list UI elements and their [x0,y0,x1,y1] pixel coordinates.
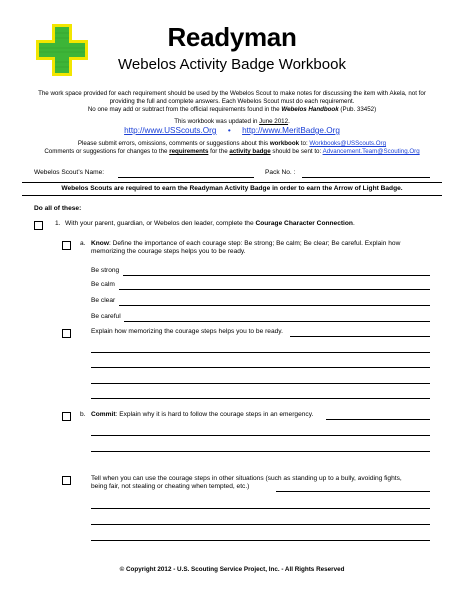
do-all-heading: Do all of these: [34,205,82,212]
commit-answer-line[interactable] [91,451,430,452]
step-be-strong-label: Be strong [91,267,120,274]
memorizing-answer-line[interactable] [91,367,430,368]
tell-when-checkbox[interactable] [62,476,71,485]
tell-when-answer-line[interactable] [276,491,430,492]
req1a-checkbox[interactable] [62,241,71,250]
step-be-clear-label: Be clear [91,297,116,304]
intro-line-3: No one may add or subtract from the official requirements found in the Webelos Handbook (Pub. 33452) [87,106,377,113]
req1b-text: Commit: Explain why it is hard to follow the courage steps in an emergency. [91,411,314,418]
req1a-letter: a. [80,240,86,247]
notice-rule-top [22,182,442,183]
meritbadge-link[interactable]: http://www.MeritBadge.Org [242,126,340,135]
pack-label: Pack No. : [265,169,296,176]
page-title: Readyman [167,22,297,52]
be-careful-answer-line[interactable] [124,321,430,322]
explain-memorizing-checkbox[interactable] [62,329,71,338]
req1-checkbox[interactable] [34,221,43,230]
req1-number: 1. [55,220,61,227]
usscouts-link[interactable]: http://www.USScouts.Org [124,126,217,135]
updated-line: This workbook was updated in June 2012. [174,118,290,125]
commit-answer-line[interactable] [91,435,430,436]
notice-text: Webelos Scouts are required to earn the Readyman Activity Badge in order to earn the Arrow of Light Badge. [61,185,403,192]
bullet: • [227,126,231,135]
scout-name-label: Webelos Scout’s Name: [34,169,105,176]
notice-rule-bottom [22,195,442,196]
tell-when-answer-line[interactable] [91,524,430,525]
page-subtitle: Webelos Activity Badge Workbook [118,56,346,73]
footer-copyright: © Copyright 2012 - U.S. Scouting Service Project, Inc. - All Rights Reserved [119,566,345,573]
tell-when-text: Tell when you can use the courage steps in other situations (such as standing up to a bully, avoiding fights, being fair, not stealing or cheating when tempted, etc.) [91,475,402,491]
explain-memorizing-text: Explain how memorizing the courage steps helps you to be ready. [91,328,283,335]
intro-line-2: providing the full and complete answers. Each Webelos Scout must do each requirement. [109,98,355,105]
handbook-title: Webelos Handbook [281,106,339,113]
scout-name-field[interactable] [118,177,254,178]
be-strong-answer-line[interactable] [123,275,430,276]
req1b-letter: b. [80,411,86,418]
req1a-text: Know: Define the importance of each courage step: Be strong; Be calm; Be clear; Be careful. Explain how memorizing the courage steps helps you to be ready. [91,240,401,256]
updated-date: June 2012 [259,118,289,125]
pack-number-field[interactable] [302,177,430,178]
changes-line: Comments or suggestions for changes to the requirements for the activity badge should be sent to: Advancement.Team@Scouting.Org [44,148,420,155]
req1-text: With your parent, guardian, or Webelos den leader, complete the Courage Character Connection. [65,220,355,227]
tell-when-answer-line[interactable] [91,508,430,509]
workbooks-email-link[interactable]: Workbooks@USScouts.Org [309,140,387,147]
intro-line-1: The work space provided for each requirement should be used by the Webelos Scout to make notes for discussing the item with Akela, not for [38,90,426,97]
memorizing-answer-line[interactable] [91,383,430,384]
be-clear-answer-line[interactable] [119,305,430,306]
be-calm-answer-line[interactable] [119,289,430,290]
step-be-calm-label: Be calm [91,281,115,288]
url-line [0,126,464,135]
memorizing-answer-line[interactable] [91,398,430,399]
memorizing-answer-line[interactable] [91,352,430,353]
commit-answer-line[interactable] [326,419,430,420]
memorizing-answer-line[interactable] [290,336,430,337]
errors-line: Please submit errors, omissions, comments or suggestions about this workbook to: Workbooks@USScouts.Org [77,140,387,147]
req1b-checkbox[interactable] [62,412,71,421]
step-be-careful-label: Be careful [91,313,121,320]
tell-when-answer-line[interactable] [91,540,430,541]
advancement-email-link[interactable]: Advancement.Team@Scouting.Org [322,148,420,155]
